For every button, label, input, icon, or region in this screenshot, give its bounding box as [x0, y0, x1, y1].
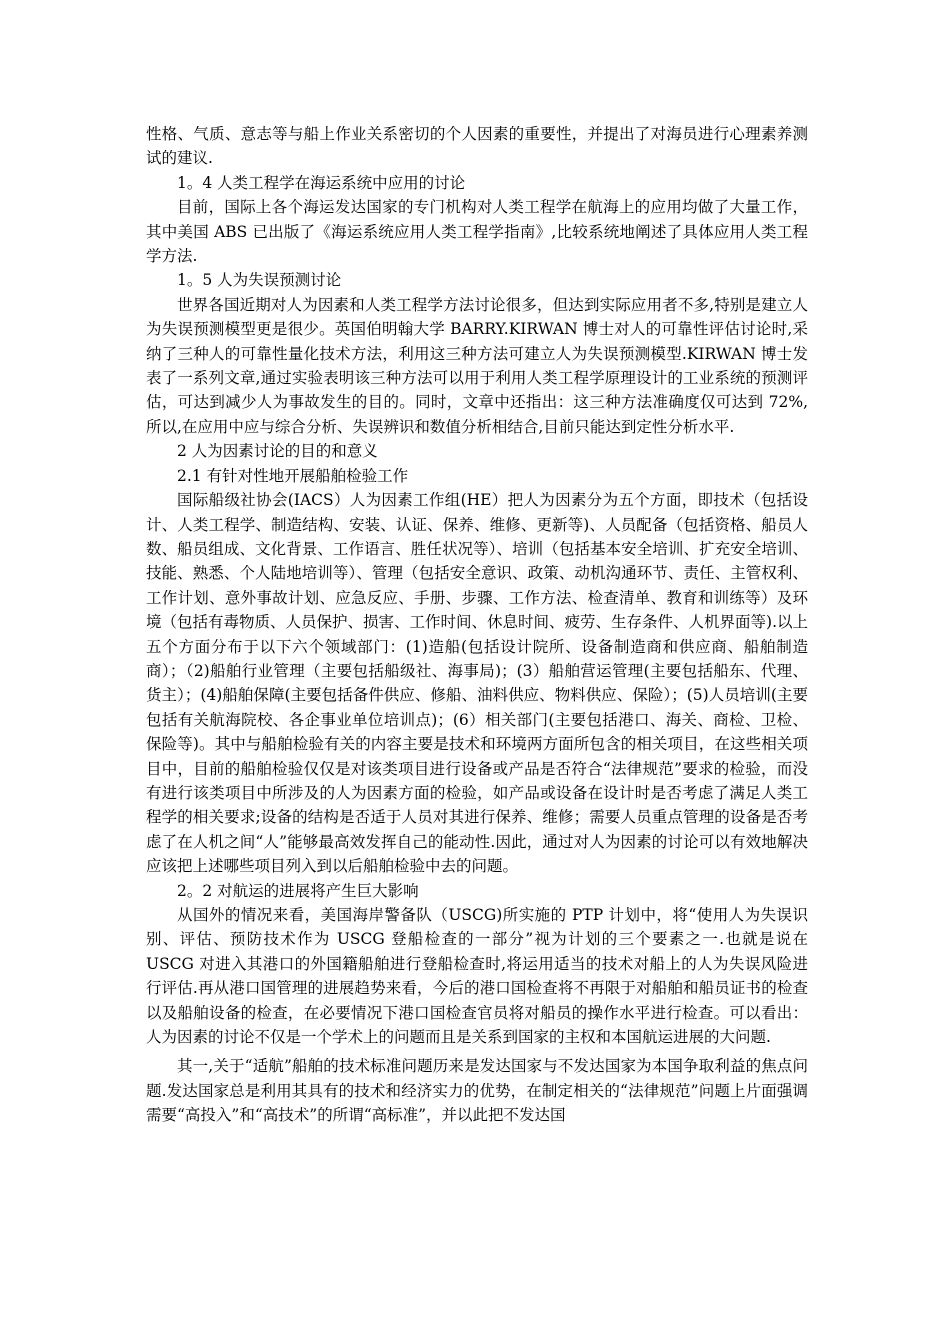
paragraph-iacs-human-factors: 国际船级社协会(IACS）人为因素工作组(HE）把人为因素分为五个方面，即技术（包括设计、人类工程学、制造结构、安装、认证、保养、维修、更新等)、人员配备（包括资格、船员人数、船员组成、文化背景、工作语言、胜任状况等）、培训（包括基本安全培训、扩充安全培训、技能、熟悉、个人陆地培训等）、管理（包括安全意识、政策、动机沟通环节、责任、主管权利、工作计划、意外事故计划、应急反应、手册、步骤、工作方法、检查清单、教育和训练等）及环境（包括有毒物质、人员保护、损害、工作时间、休息时间、疲劳、生存条件、人机界面等).以上五个方面分布于以下六个领域部门：(1)造船(包括设计院所、设备制造商和供应商、船舶制造商）；（2)船舶行业管理（主要包括船级社、海事局)；(3）船舶营运管理(主要包括船东、代理、货主）；(4)船舶保障(主要包括备件供应、修船、油料供应、物料供应、保险）；(5)人员培训(主要包括有关航海院校、各企事业单位培训点)；(6）相关部门(主要包括港口、海关、商检、卫检、保险等)。其中与船舶检验有关的内容主要是技术和环境两方面所包含的相关项目，在这些相关项目中，目前的船舶检验仅仅是对该类项目进行设备或产品是否符合“法律规范”要求的检验，而没有进行该类项目中所涉及的人为因素方面的检验，如产品或设备在设计时是否考虑了满足人类工程学的相关要求;设备的结构是否适于人员对其进行保养、维修；需要人员重点管理的设备是否考虑了在人机之间“人”能够最高效发挥自己的能动性.因此，通过对人为因素的讨论可以有效地解决应该把上述哪些项目列入到以后船舶检验中去的问题。 — [146, 491, 808, 876]
paragraph-human-error-prediction: 世界各国近期对人为因素和人类工程学方法讨论很多，但达到实际应用者不多,特别是建立人为失误预测模型更是很少。英国伯明翰大学 BARRY.KIRWAN 博士对人的可靠性评估讨论时,采纳了三种人的可靠性量化技术方法，利用这三种方法可建立人为失误预测模型.KIRWAN 博士发表了一系列文章,通过实验表明该三种方法可以用于利用人类工程学原理设计的工业系统的预测评估，可达到减少人为事故发生的目的。同时，文章中还指出：这三种方法准确度仅可达到 72%,所以,在应用中应与综合分析、失误辨识和数值分析相结合,目前只能达到定性分析水平. — [146, 295, 808, 436]
paragraph-ergonomics-application: 目前，国际上各个海运发达国家的专门机构对人类工程学在航海上的应用均做了大量工作，其中美国 ABS 已出版了《海运系统应用人类工程学指南》,比较系统地阐述了具体应用人类工程学方法. — [146, 198, 808, 266]
section-heading-1-4: 1。4 人类工程学在海运系统中应用的讨论 — [177, 173, 466, 192]
section-heading-2-1: 2.1 有针对性地开展船舶检验工作 — [177, 466, 409, 485]
section-heading-2-2: 2。2 对航运的进展将产生巨大影响 — [177, 881, 419, 900]
document-body — [146, 122, 808, 1128]
section-heading-2: 2 人为因素讨论的目的和意义 — [177, 442, 378, 461]
paragraph-uscg-ptp: 从国外的情况来看，美国海岸警备队（USCG)所实施的 PTP 计划中，将“使用人为失误识别、评估、预防技术作为 USCG 登船检查的一部分”视为计划的三个要素之一.也就是说在 USCG 对进入其港口的外国籍船舶进行登船检查时,将运用适当的技术对船上的人为失误风险进行评估.再从港口国管理的进展趋势来看，今后的港口国检查将不再限于对船舶和船员证书的检查以及船舶设备的检查，在必要情况下港口国检查官员将对船员的操作水平进行检查。可以看出：人为因素的讨论不仅是一个学术上的问题而且是关系到国家的主权和本国航运进展的大问题. — [146, 906, 808, 1047]
paragraph-continuation: 性格、气质、意志等与船上作业关系密切的个人因素的重要性，并提出了对海员进行心理素养测试的建议. — [146, 125, 808, 168]
paragraph-seaworthiness: 其一,关于“适航”船舶的技术标准问题历来是发达国家与不发达国家为本国争取利益的焦点问题.发达国家总是利用其具有的技术和经济实力的优势，在制定相关的“法律规范”问题上片面强调需要“高投入”和“高技术”的所谓“高标准”，并以此把不发达国 — [146, 1057, 808, 1125]
section-heading-1-5: 1。5 人为失误预测讨论 — [177, 271, 342, 290]
